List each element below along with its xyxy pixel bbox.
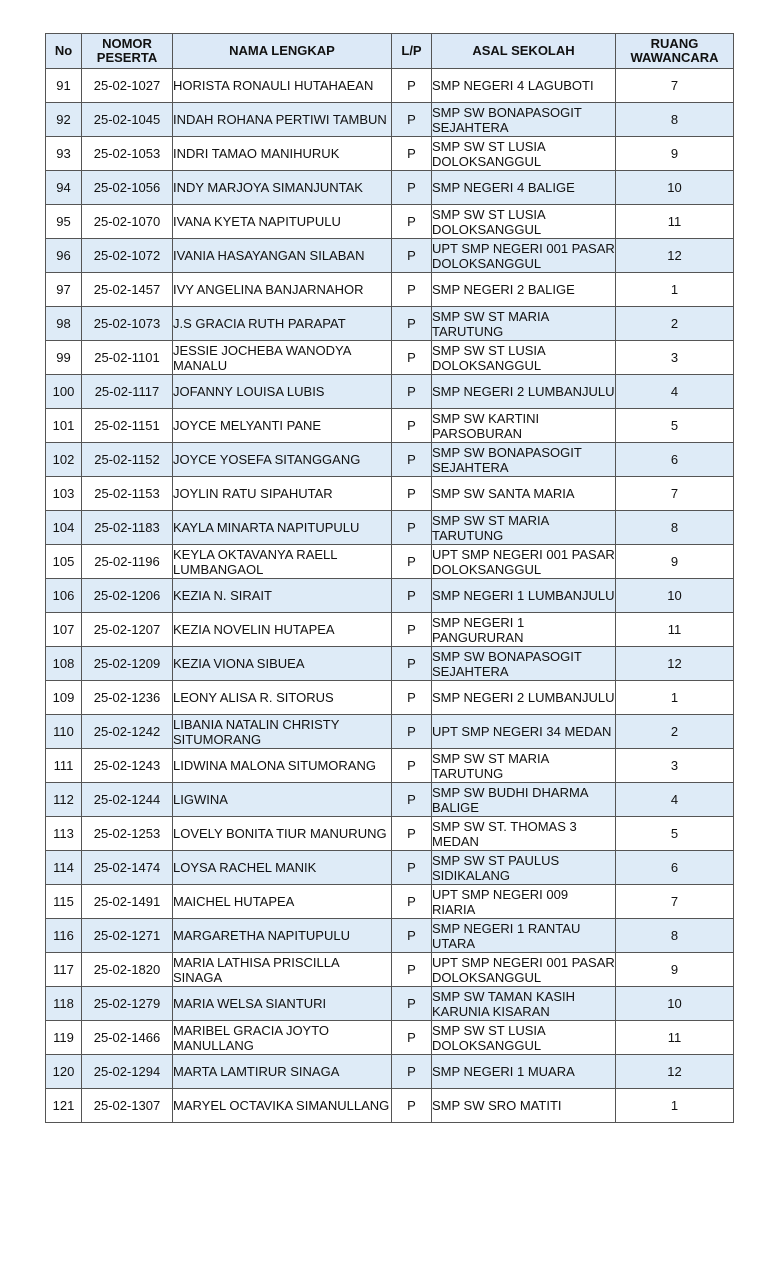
cell-lp: P [392, 817, 432, 851]
cell-asal-sekolah: SMP SW TAMAN KASIH KARUNIA KISARAN [432, 987, 616, 1021]
cell-nama-lengkap: HORISTA RONAULI HUTAHAEAN [173, 69, 392, 103]
cell-no: 105 [46, 545, 82, 579]
cell-nama-lengkap: KEZIA NOVELIN HUTAPEA [173, 613, 392, 647]
cell-nama-lengkap: JOYCE YOSEFA SITANGGANG [173, 443, 392, 477]
cell-asal-sekolah: SMP NEGERI 4 BALIGE [432, 171, 616, 205]
cell-no: 104 [46, 511, 82, 545]
cell-nomor-peserta: 25-02-1253 [82, 817, 173, 851]
table-row [46, 817, 734, 851]
cell-asal-sekolah: SMP SW ST LUSIA DOLOKSANGGUL [432, 1021, 616, 1055]
cell-no: 101 [46, 409, 82, 443]
table-row [46, 273, 734, 307]
participant-table [45, 33, 734, 1123]
table-row [46, 851, 734, 885]
cell-no: 111 [46, 749, 82, 783]
cell-ruang-wawancara: 11 [616, 205, 734, 239]
cell-nomor-peserta: 25-02-1820 [82, 953, 173, 987]
cell-lp: P [392, 273, 432, 307]
cell-nomor-peserta: 25-02-1101 [82, 341, 173, 375]
cell-asal-sekolah: SMP SW ST. THOMAS 3 MEDAN [432, 817, 616, 851]
cell-ruang-wawancara: 6 [616, 443, 734, 477]
cell-lp: P [392, 715, 432, 749]
cell-lp: P [392, 749, 432, 783]
cell-lp: P [392, 477, 432, 511]
cell-no: 93 [46, 137, 82, 171]
cell-nomor-peserta: 25-02-1209 [82, 647, 173, 681]
header-nomor-peserta: NOMOR PESERTA [82, 34, 173, 69]
cell-nomor-peserta: 25-02-1271 [82, 919, 173, 953]
cell-lp: P [392, 239, 432, 273]
cell-no: 121 [46, 1089, 82, 1123]
cell-nama-lengkap: INDAH ROHANA PERTIWI TAMBUN [173, 103, 392, 137]
cell-lp: P [392, 1055, 432, 1089]
header-nama-lengkap: NAMA LENGKAP [173, 34, 392, 69]
cell-asal-sekolah: SMP SW SANTA MARIA [432, 477, 616, 511]
cell-ruang-wawancara: 4 [616, 375, 734, 409]
cell-nomor-peserta: 25-02-1243 [82, 749, 173, 783]
cell-nama-lengkap: INDRI TAMAO MANIHURUK [173, 137, 392, 171]
cell-nomor-peserta: 25-02-1045 [82, 103, 173, 137]
cell-asal-sekolah: SMP SW ST MARIA TARUTUNG [432, 749, 616, 783]
cell-no: 94 [46, 171, 82, 205]
cell-lp: P [392, 681, 432, 715]
table-row [46, 749, 734, 783]
cell-no: 118 [46, 987, 82, 1021]
cell-nama-lengkap: MARIA LATHISA PRISCILLA SINAGA [173, 953, 392, 987]
cell-nomor-peserta: 25-02-1236 [82, 681, 173, 715]
cell-no: 99 [46, 341, 82, 375]
header-no: No [46, 34, 82, 69]
cell-nomor-peserta: 25-02-1117 [82, 375, 173, 409]
cell-nama-lengkap: JOYLIN RATU SIPAHUTAR [173, 477, 392, 511]
cell-nama-lengkap: JESSIE JOCHEBA WANODYA MANALU [173, 341, 392, 375]
cell-asal-sekolah: SMP SW ST PAULUS SIDIKALANG [432, 851, 616, 885]
table-body [46, 69, 734, 1123]
cell-nama-lengkap: LIBANIA NATALIN CHRISTY SITUMORANG [173, 715, 392, 749]
cell-lp: P [392, 987, 432, 1021]
cell-lp: P [392, 1089, 432, 1123]
cell-asal-sekolah: SMP NEGERI 1 RANTAU UTARA [432, 919, 616, 953]
cell-lp: P [392, 953, 432, 987]
cell-nomor-peserta: 25-02-1294 [82, 1055, 173, 1089]
cell-nomor-peserta: 25-02-1466 [82, 1021, 173, 1055]
cell-nama-lengkap: KEYLA OKTAVANYA RAELL LUMBANGAOL [173, 545, 392, 579]
cell-ruang-wawancara: 7 [616, 477, 734, 511]
cell-asal-sekolah: SMP SW ST MARIA TARUTUNG [432, 307, 616, 341]
cell-nama-lengkap: MAICHEL HUTAPEA [173, 885, 392, 919]
table-row [46, 1021, 734, 1055]
cell-ruang-wawancara: 2 [616, 307, 734, 341]
cell-no: 108 [46, 647, 82, 681]
cell-nama-lengkap: KEZIA N. SIRAIT [173, 579, 392, 613]
table-row [46, 103, 734, 137]
cell-lp: P [392, 409, 432, 443]
table-row [46, 341, 734, 375]
table-row [46, 647, 734, 681]
cell-no: 91 [46, 69, 82, 103]
cell-ruang-wawancara: 8 [616, 511, 734, 545]
table-row [46, 69, 734, 103]
cell-nama-lengkap: JOFANNY LOUISA LUBIS [173, 375, 392, 409]
table-row [46, 715, 734, 749]
cell-nomor-peserta: 25-02-1070 [82, 205, 173, 239]
table-row [46, 1089, 734, 1123]
cell-no: 109 [46, 681, 82, 715]
table-row [46, 307, 734, 341]
table-row [46, 137, 734, 171]
cell-nomor-peserta: 25-02-1072 [82, 239, 173, 273]
cell-no: 115 [46, 885, 82, 919]
cell-nama-lengkap: KAYLA MINARTA NAPITUPULU [173, 511, 392, 545]
cell-asal-sekolah: SMP NEGERI 1 LUMBANJULU [432, 579, 616, 613]
cell-asal-sekolah: UPT SMP NEGERI 009 RIARIA [432, 885, 616, 919]
cell-nama-lengkap: JOYCE MELYANTI PANE [173, 409, 392, 443]
cell-lp: P [392, 137, 432, 171]
cell-nama-lengkap: LIDWINA MALONA SITUMORANG [173, 749, 392, 783]
cell-no: 120 [46, 1055, 82, 1089]
cell-nama-lengkap: MARTA LAMTIRUR SINAGA [173, 1055, 392, 1089]
cell-ruang-wawancara: 1 [616, 273, 734, 307]
cell-asal-sekolah: SMP SW BONAPASOGIT SEJAHTERA [432, 647, 616, 681]
cell-nomor-peserta: 25-02-1196 [82, 545, 173, 579]
cell-nama-lengkap: IVANA KYETA NAPITUPULU [173, 205, 392, 239]
cell-no: 102 [46, 443, 82, 477]
cell-nama-lengkap: LEONY ALISA R. SITORUS [173, 681, 392, 715]
cell-no: 95 [46, 205, 82, 239]
cell-lp: P [392, 341, 432, 375]
table-row [46, 511, 734, 545]
cell-nama-lengkap: IVY ANGELINA BANJARNAHOR [173, 273, 392, 307]
cell-no: 97 [46, 273, 82, 307]
cell-nama-lengkap: MARGARETHA NAPITUPULU [173, 919, 392, 953]
table-row [46, 375, 734, 409]
cell-no: 110 [46, 715, 82, 749]
cell-lp: P [392, 171, 432, 205]
cell-ruang-wawancara: 10 [616, 987, 734, 1021]
cell-nomor-peserta: 25-02-1242 [82, 715, 173, 749]
cell-lp: P [392, 579, 432, 613]
cell-lp: P [392, 545, 432, 579]
cell-lp: P [392, 613, 432, 647]
cell-asal-sekolah: SMP SW BONAPASOGIT SEJAHTERA [432, 103, 616, 137]
cell-no: 103 [46, 477, 82, 511]
cell-nomor-peserta: 25-02-1279 [82, 987, 173, 1021]
cell-asal-sekolah: UPT SMP NEGERI 001 PASAR DOLOKSANGGUL [432, 546, 615, 577]
cell-no: 100 [46, 375, 82, 409]
table-row [46, 579, 734, 613]
cell-lp: P [392, 511, 432, 545]
cell-ruang-wawancara: 8 [616, 919, 734, 953]
table-row [46, 171, 734, 205]
cell-nomor-peserta: 25-02-1151 [82, 409, 173, 443]
cell-asal-sekolah: UPT SMP NEGERI 34 MEDAN [432, 715, 616, 749]
cell-ruang-wawancara: 12 [616, 239, 734, 273]
table-row [46, 681, 734, 715]
cell-asal-sekolah: SMP NEGERI 2 BALIGE [432, 273, 616, 307]
table-row [46, 239, 734, 273]
cell-ruang-wawancara: 12 [616, 647, 734, 681]
cell-lp: P [392, 205, 432, 239]
cell-nomor-peserta: 25-02-1153 [82, 477, 173, 511]
cell-ruang-wawancara: 1 [616, 1089, 734, 1123]
cell-no: 106 [46, 579, 82, 613]
cell-lp: P [392, 375, 432, 409]
cell-lp: P [392, 783, 432, 817]
cell-nomor-peserta: 25-02-1244 [82, 783, 173, 817]
cell-nama-lengkap: LOYSA RACHEL MANIK [173, 851, 392, 885]
cell-asal-sekolah: SMP NEGERI 4 LAGUBOTI [432, 69, 616, 103]
cell-nomor-peserta: 25-02-1207 [82, 613, 173, 647]
table-row [46, 205, 734, 239]
table-row [46, 477, 734, 511]
cell-nomor-peserta: 25-02-1491 [82, 885, 173, 919]
cell-nama-lengkap: J.S GRACIA RUTH PARAPAT [173, 307, 392, 341]
cell-lp: P [392, 307, 432, 341]
cell-asal-sekolah: SMP SW ST LUSIA DOLOKSANGGUL [432, 137, 616, 171]
cell-nomor-peserta: 25-02-1183 [82, 511, 173, 545]
cell-nama-lengkap: MARYEL OCTAVIKA SIMANULLANG [173, 1089, 392, 1123]
cell-ruang-wawancara: 5 [616, 817, 734, 851]
cell-nama-lengkap: MARIBEL GRACIA JOYTO MANULLANG [173, 1021, 392, 1055]
cell-nama-lengkap: MARIA WELSA SIANTURI [173, 987, 392, 1021]
table-row [46, 409, 734, 443]
cell-ruang-wawancara: 3 [616, 749, 734, 783]
header-ruang-wawancara: RUANG WAWANCARA [616, 34, 734, 69]
cell-lp: P [392, 69, 432, 103]
cell-nama-lengkap: LIGWINA [173, 783, 392, 817]
cell-asal-sekolah: SMP SW KARTINI PARSOBURAN [432, 409, 616, 443]
table-row [46, 953, 734, 987]
header-lp: L/P [392, 34, 432, 69]
cell-ruang-wawancara: 1 [616, 681, 734, 715]
cell-no: 96 [46, 239, 82, 273]
cell-nama-lengkap: IVANIA HASAYANGAN SILABAN [173, 239, 392, 273]
cell-asal-sekolah: SMP SW BONAPASOGIT SEJAHTERA [432, 443, 616, 477]
table-row [46, 885, 734, 919]
cell-lp: P [392, 443, 432, 477]
table-header-row [46, 34, 734, 69]
cell-nomor-peserta: 25-02-1152 [82, 443, 173, 477]
cell-no: 116 [46, 919, 82, 953]
table-row [46, 919, 734, 953]
table-row [46, 613, 734, 647]
cell-nomor-peserta: 25-02-1457 [82, 273, 173, 307]
cell-no: 92 [46, 103, 82, 137]
cell-nomor-peserta: 25-02-1027 [82, 69, 173, 103]
cell-lp: P [392, 647, 432, 681]
cell-asal-sekolah: SMP SW ST LUSIA DOLOKSANGGUL [432, 341, 616, 375]
cell-lp: P [392, 919, 432, 953]
cell-ruang-wawancara: 3 [616, 341, 734, 375]
cell-asal-sekolah: SMP NEGERI 1 PANGURURAN [432, 613, 616, 647]
cell-ruang-wawancara: 2 [616, 715, 734, 749]
table-row [46, 987, 734, 1021]
cell-asal-sekolah: SMP NEGERI 1 MUARA [432, 1055, 616, 1089]
cell-ruang-wawancara: 7 [616, 69, 734, 103]
cell-lp: P [392, 851, 432, 885]
cell-ruang-wawancara: 11 [616, 1021, 734, 1055]
table-row [46, 1055, 734, 1089]
cell-no: 112 [46, 783, 82, 817]
cell-asal-sekolah: SMP SW BUDHI DHARMA BALIGE [432, 783, 616, 817]
cell-asal-sekolah: SMP NEGERI 2 LUMBANJULU [432, 681, 616, 715]
cell-ruang-wawancara: 7 [616, 885, 734, 919]
cell-no: 114 [46, 851, 82, 885]
cell-asal-sekolah: UPT SMP NEGERI 001 PASAR DOLOKSANGGUL [432, 240, 615, 271]
cell-ruang-wawancara: 9 [616, 953, 734, 987]
cell-nomor-peserta: 25-02-1053 [82, 137, 173, 171]
cell-no: 107 [46, 613, 82, 647]
cell-nama-lengkap: KEZIA VIONA SIBUEA [173, 647, 392, 681]
cell-lp: P [392, 885, 432, 919]
cell-nama-lengkap: LOVELY BONITA TIUR MANURUNG [173, 817, 392, 851]
cell-asal-sekolah: UPT SMP NEGERI 001 PASAR DOLOKSANGGUL [432, 954, 615, 985]
cell-lp: P [392, 103, 432, 137]
cell-ruang-wawancara: 4 [616, 783, 734, 817]
cell-ruang-wawancara: 12 [616, 1055, 734, 1089]
cell-no: 113 [46, 817, 82, 851]
cell-no: 117 [46, 953, 82, 987]
cell-nama-lengkap: INDY MARJOYA SIMANJUNTAK [173, 171, 392, 205]
cell-lp: P [392, 1021, 432, 1055]
cell-ruang-wawancara: 10 [616, 171, 734, 205]
cell-ruang-wawancara: 5 [616, 409, 734, 443]
cell-asal-sekolah: SMP SW ST LUSIA DOLOKSANGGUL [432, 205, 616, 239]
table-row [46, 545, 734, 579]
cell-ruang-wawancara: 11 [616, 613, 734, 647]
cell-nomor-peserta: 25-02-1474 [82, 851, 173, 885]
cell-asal-sekolah: SMP NEGERI 2 LUMBANJULU [432, 375, 616, 409]
cell-ruang-wawancara: 9 [616, 137, 734, 171]
cell-ruang-wawancara: 9 [616, 545, 734, 579]
cell-nomor-peserta: 25-02-1206 [82, 579, 173, 613]
cell-ruang-wawancara: 6 [616, 851, 734, 885]
cell-asal-sekolah: SMP SW SRO MATITI [432, 1089, 616, 1123]
cell-asal-sekolah: SMP SW ST MARIA TARUTUNG [432, 511, 616, 545]
cell-nomor-peserta: 25-02-1307 [82, 1089, 173, 1123]
table-row [46, 783, 734, 817]
cell-nomor-peserta: 25-02-1073 [82, 307, 173, 341]
table-row [46, 443, 734, 477]
cell-ruang-wawancara: 8 [616, 103, 734, 137]
cell-no: 119 [46, 1021, 82, 1055]
cell-no: 98 [46, 307, 82, 341]
cell-nomor-peserta: 25-02-1056 [82, 171, 173, 205]
cell-ruang-wawancara: 10 [616, 579, 734, 613]
header-asal-sekolah: ASAL SEKOLAH [432, 34, 616, 69]
